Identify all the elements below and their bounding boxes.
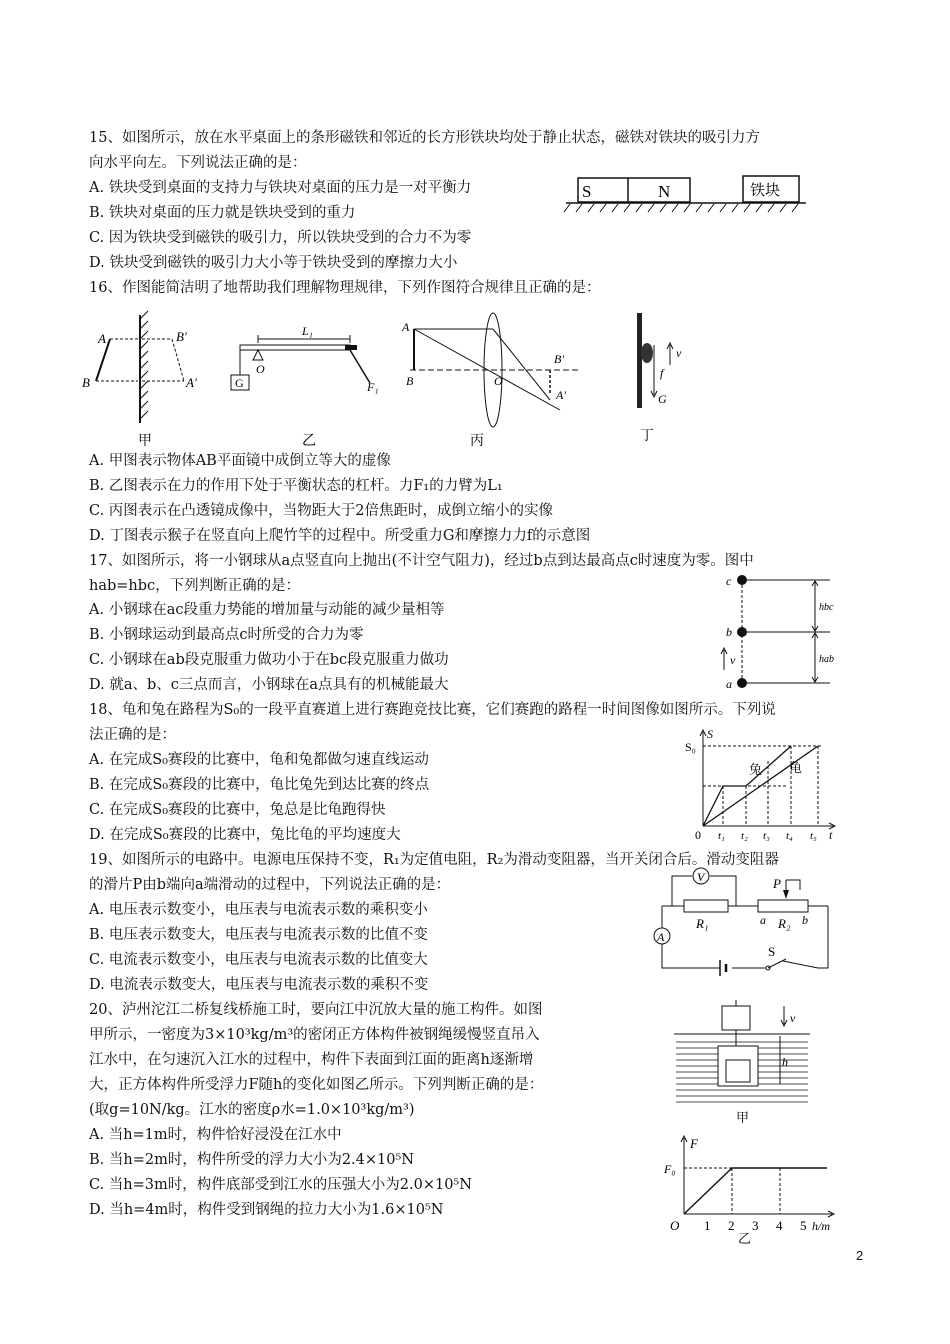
bing-label-a2: A' (556, 388, 566, 402)
q18-tick-t1: t₁ (718, 830, 725, 842)
q20-yi-tick-5: 5 (800, 1218, 807, 1233)
yi-label-l1: L₁ (302, 324, 313, 338)
q17-label-v: v (730, 653, 736, 667)
bing-label-o: O (494, 374, 503, 388)
q16-fig-yi (231, 324, 379, 449)
q15-stem-line2: 向水平向左。下列说法正确的是： (89, 155, 307, 171)
q16-stem: 16、作图能简洁明了地帮助我们理解物理规律，下列作图符合规律且正确的是： (89, 280, 601, 296)
rabbit-series-line (703, 746, 791, 826)
bing-label-a: A (402, 320, 410, 334)
jia-label-a: A (98, 331, 106, 346)
q19-option-b: B. 电压表示数变大，电压表与电流表示数的比值不变 (89, 927, 428, 943)
q19-option-a: A. 电压表示数变小，电压表与电流表示数的乘积变小 (89, 902, 428, 918)
q20-yi-tick-3: 3 (752, 1218, 759, 1233)
q20-fig-jia (674, 1000, 824, 1126)
q16-figures (80, 305, 680, 450)
jia-label-b: B (82, 375, 90, 390)
magnet-s-pole: S (582, 182, 592, 201)
q15-option-c: C. 因为铁块受到磁铁的吸引力，所以铁块受到的合力不为零 (89, 230, 472, 246)
q18-stem-line2: 法正确的是： (89, 727, 176, 743)
q18-race-chart (683, 726, 843, 844)
q18-tick-t4: t₄ (786, 830, 793, 842)
q19-option-c: C. 电流表示数变小，电压表与电流表示数的比值变大 (89, 952, 428, 968)
q17-label-b: b (726, 625, 732, 639)
q20-stem-line1: 20、泸州沱江二桥复线桥施工时，要向江中沉放大量的施工构件。如图 (89, 1002, 543, 1018)
yi-label-f1: F₁ (367, 380, 379, 394)
q18-label-s0: S₀ (685, 740, 696, 754)
q17-stem-line1: 17、如图所示，将一小钢球从a点竖直向上抛出(不计空气阻力)，经过b点到达最高点c时速度为零。图中 (89, 553, 754, 569)
q20-stem-line2: 甲所示，一密度为3×10³kg/m³的密闭正方体构件被钢绳缓慢竖直吊入 (89, 1027, 540, 1043)
q18-axis-s: S (707, 727, 713, 741)
q19-label-p: P (773, 876, 781, 891)
q20-option-b: B. 当h=2m时，构件所受的浮力大小为2.4×10⁵N (89, 1152, 414, 1168)
q18-tick-t3: t₃ (763, 830, 770, 842)
q20-yi-tick-1: 1 (704, 1218, 711, 1233)
q20-option-a: A. 当h=1m时，构件恰好浸没在江水中 (89, 1127, 342, 1143)
q20-yi-caption: 乙 (738, 1231, 752, 1246)
q19-label-s: S (768, 944, 776, 959)
q18-tick-t2: t₂ (741, 830, 748, 842)
q20-option-d: D. 当h=4m时，构件受到钢绳的拉力大小为1.6×10⁵N (89, 1202, 444, 1218)
q18-axis-t: t (829, 828, 833, 842)
q19-voltmeter-label: V (697, 870, 705, 884)
q20-stem-line5: (取g=10N/kg。江水的密度ρ水=1.0×10³kg/m³) (89, 1102, 415, 1118)
q16-option-d: D. 丁图表示猴子在竖直向上爬竹竿的过程中。所受重力G和摩擦力力f的示意图 (89, 528, 591, 544)
jia-label-a2: A' (186, 375, 197, 390)
q20-option-c: C. 当h=3m时，构件底部受到江水的压强大小为2.0×10⁵N (89, 1177, 472, 1193)
q19-label-a: a (760, 913, 766, 927)
bing-label-b2: B' (554, 352, 564, 366)
q19-stem-line2: 的滑片P由b端向a端滑动的过程中，下列说法正确的是： (89, 877, 451, 893)
q18-option-c: C. 在完成S₀赛段的比赛中，兔总是比龟跑得快 (89, 802, 386, 818)
q15-option-a: A. 铁块受到桌面的支持力与铁块对桌面的压力是一对平衡力 (89, 180, 472, 196)
q15-magnet-figure (560, 170, 810, 218)
q16-option-a: A. 甲图表示物体AB平面镜中成倒立等大的虚像 (89, 453, 391, 469)
q20-jia-h: h (782, 1055, 788, 1069)
q17-label-hbc: hbc (819, 602, 834, 613)
q19-label-b: b (802, 913, 808, 927)
q15-option-d: D. 铁块受到磁铁的吸引力大小等于铁块受到的摩擦力大小 (89, 255, 458, 271)
q15-option-b: B. 铁块对桌面的压力就是铁块受到的重力 (89, 205, 356, 221)
q17-ball-figure (720, 570, 850, 695)
q20-stem-line3: 江水中，在匀速沉入江水的过程中，构件下表面到江面的距离h逐渐增 (89, 1052, 534, 1068)
q20-jia-v: v (790, 1011, 796, 1025)
magnet-n-pole: N (658, 182, 671, 201)
q18-label-rabbit: 兔 (749, 762, 763, 777)
q19-stem-line1: 19、如图所示的电路中。电源电压保持不变，R₁为定值电阻，R₂为滑动变阻器，当开关闭合后。滑动变阻器 (89, 852, 779, 868)
q16-fig-jia (82, 311, 197, 449)
page-number: 2 (856, 1248, 864, 1263)
q18-label-turtle: 龟 (789, 760, 803, 775)
q20-buoyancy-chart (662, 1134, 842, 1244)
bing-caption: 丙 (470, 434, 484, 449)
q19-label-r1: R₁ (696, 916, 709, 931)
q16-option-b: B. 乙图表示在力的作用下处于平衡状态的杠杆。力F₁的力臂为L₁ (89, 478, 503, 494)
q16-fig-bing (401, 313, 580, 449)
q20-jia-caption: 甲 (736, 1110, 750, 1125)
q17-option-d: D. 就a、b、c三点而言，小钢球在a点具有的机械能最大 (89, 677, 449, 693)
yi-label-g: G (235, 376, 244, 390)
q20-yi-o: O (670, 1218, 680, 1233)
q20-stem-line4: 大，正方体构件所受浮力F随h的变化如图乙所示。下列判断正确的是： (89, 1077, 544, 1093)
q17-label-hab: hab (819, 654, 834, 665)
q20-yi-tick-2: 2 (728, 1218, 735, 1233)
q15-stem-line1: 15、如图所示，放在水平桌面上的条形磁铁和邻近的长方形铁块均处于静止状态，磁铁对铁块的吸引力方 (89, 130, 760, 146)
q18-option-a: A. 在完成S₀赛段的比赛中，龟和兔都做匀速直线运动 (89, 752, 429, 768)
q20-yi-axis: h/m (812, 1219, 830, 1233)
jia-label-b2: B' (176, 329, 187, 344)
q20-yi-f: F (690, 1136, 698, 1151)
ding-caption: 丁 (640, 429, 654, 444)
yi-label-o: O (256, 362, 265, 376)
q16-option-c: C. 丙图表示在凸透镜成像中，当物距大于2倍焦距时，成倒立缩小的实像 (89, 503, 554, 519)
q18-tick-t5: t₅ (810, 830, 817, 842)
q18-stem-line1: 18、龟和兔在路程为S₀的一段平直赛道上进行赛跑竞技比赛，它们赛跑的路程一时间图像如图所示。下列说 (89, 702, 776, 718)
ding-label-g: G (658, 392, 667, 406)
q18-origin: 0 (695, 828, 701, 842)
q16-fig-ding (637, 313, 682, 444)
q17-option-b: B. 小钢球运动到最高点c时所受的合力为零 (89, 627, 364, 643)
jia-caption: 甲 (138, 434, 152, 449)
yi-caption: 乙 (302, 434, 316, 449)
q18-option-b: B. 在完成S₀赛段的比赛中，龟比兔先到达比赛的终点 (89, 777, 430, 793)
ding-label-v: v (676, 346, 682, 360)
q17-option-c: C. 小钢球在ab段克服重力做功小于在bc段克服重力做功 (89, 652, 449, 668)
q17-option-a: A. 小钢球在ac段重力势能的增加量与动能的减少量相等 (89, 602, 445, 618)
q20-yi-f0: F₀ (664, 1162, 676, 1176)
q19-circuit-figure (648, 866, 838, 978)
q18-option-d: D. 在完成S₀赛段的比赛中，兔比龟的平均速度大 (89, 827, 401, 843)
q20-yi-tick-4: 4 (776, 1218, 783, 1233)
buoyancy-series-line (684, 1168, 827, 1214)
q19-ammeter-label: A (657, 930, 665, 944)
q19-label-r2: R₂ (778, 916, 791, 931)
q17-stem-line2: hab=hbc，下列判断正确的是： (89, 578, 301, 594)
iron-block-label: 铁块 (750, 183, 781, 199)
q17-label-a: a (726, 677, 732, 691)
bing-label-b: B (406, 374, 414, 388)
q19-option-d: D. 电流表示数变大，电压表与电流表示数的乘积不变 (89, 977, 429, 993)
q17-label-c: c (726, 574, 732, 588)
ding-label-f: f (660, 366, 664, 380)
